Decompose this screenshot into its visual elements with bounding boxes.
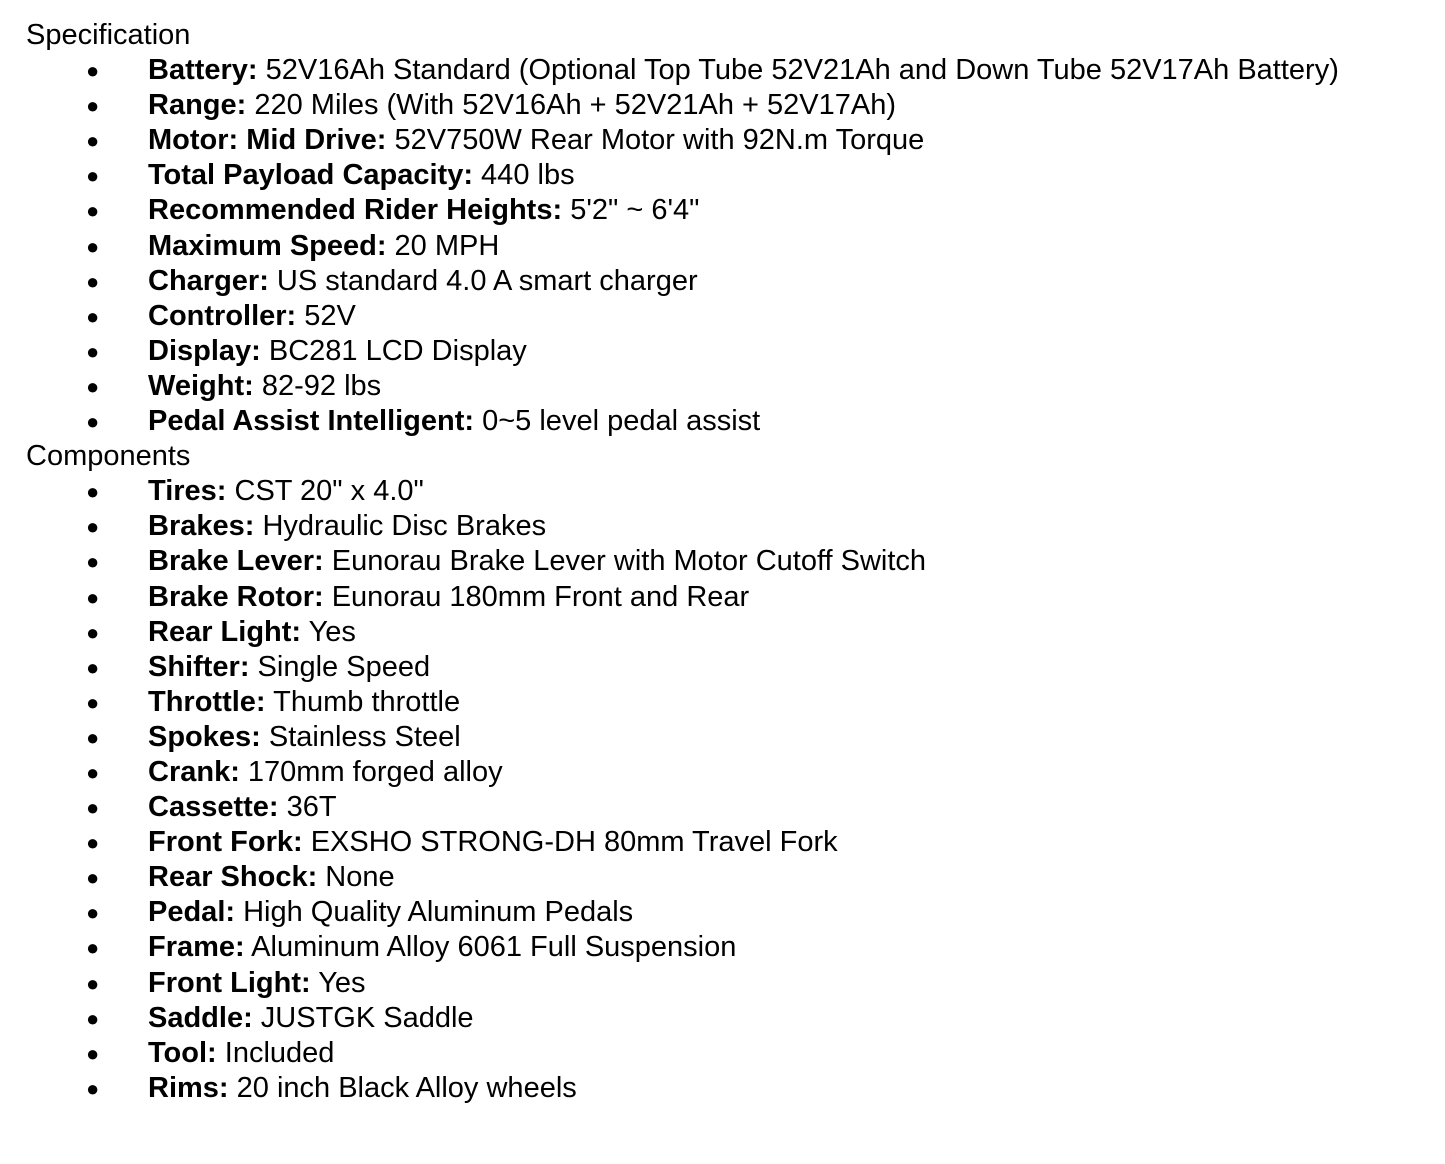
- item-label: Tool:: [148, 1036, 217, 1069]
- item-value: 82-92 lbs: [253, 369, 382, 402]
- specification-heading: Specification: [26, 19, 191, 51]
- list-item: [26, 615, 1445, 650]
- list-item: [26, 895, 1445, 930]
- item-label: Brake Rotor:: [148, 580, 324, 613]
- item-value: 170mm forged alloy: [239, 755, 503, 788]
- list-item: [26, 299, 1445, 334]
- item-value: High Quality Aluminum Pedals: [235, 896, 634, 929]
- list-item: [26, 930, 1445, 965]
- item-label: Tires:: [148, 475, 227, 508]
- item-label: Spokes:: [148, 720, 261, 753]
- list-item: [26, 1001, 1445, 1036]
- bullet-icon: ●: [86, 900, 100, 926]
- item-label: Brake Lever:: [148, 545, 324, 578]
- list-item: [26, 860, 1445, 895]
- list-item: [26, 88, 1445, 123]
- bullet-icon: ●: [86, 58, 100, 84]
- bullet-icon: ●: [86, 409, 100, 435]
- bullet-icon: ●: [86, 338, 100, 364]
- list-item: [26, 193, 1445, 228]
- bullet-icon: ●: [86, 689, 100, 715]
- item-label: Frame:: [148, 931, 245, 964]
- item-value: 52V750W Rear Motor with 92N.m Torque: [386, 124, 925, 157]
- bullet-icon: ●: [86, 1005, 100, 1031]
- list-item: [26, 1071, 1445, 1106]
- item-label: Display:: [148, 334, 261, 367]
- bullet-icon: ●: [86, 830, 100, 856]
- bullet-icon: ●: [86, 373, 100, 399]
- item-label: Pedal Assist Intelligent:: [148, 405, 475, 438]
- item-value: 36T: [278, 791, 337, 824]
- bullet-icon: ●: [86, 198, 100, 224]
- bullet-icon: ●: [86, 724, 100, 750]
- list-item: [26, 720, 1445, 755]
- list-item: [26, 755, 1445, 790]
- item-value: 5'2" ~ 6'4": [562, 194, 700, 227]
- bullet-icon: ●: [86, 163, 100, 189]
- item-label: Cassette:: [148, 791, 279, 824]
- bullet-icon: ●: [86, 128, 100, 154]
- bullet-icon: ●: [86, 584, 100, 610]
- bullet-icon: ●: [86, 233, 100, 259]
- item-label: Rear Shock:: [148, 861, 318, 894]
- item-value: 440 lbs: [473, 159, 575, 192]
- item-value: EXSHO STRONG-DH 80mm Travel Fork: [302, 826, 838, 859]
- list-item: [26, 650, 1445, 685]
- item-label: Battery:: [148, 54, 258, 87]
- item-value: 20 inch Black Alloy wheels: [228, 1071, 577, 1104]
- item-label: Range:: [148, 89, 247, 122]
- list-item: [26, 264, 1445, 299]
- list-item: [26, 158, 1445, 193]
- bullet-icon: ●: [86, 654, 100, 680]
- list-item: [26, 123, 1445, 158]
- item-value: Yes: [301, 615, 356, 648]
- bullet-icon: ●: [86, 93, 100, 119]
- list-item: [26, 474, 1445, 509]
- item-label: Motor: Mid Drive:: [148, 124, 387, 157]
- list-item: [26, 685, 1445, 720]
- item-value: JUSTGK Saddle: [252, 1001, 474, 1034]
- item-value: Hydraulic Disc Brakes: [254, 510, 547, 543]
- item-label: Front Light:: [148, 966, 311, 999]
- components-heading: Components: [26, 440, 191, 473]
- item-label: Rear Light:: [148, 615, 302, 648]
- item-label: Total Payload Capacity:: [148, 159, 473, 192]
- item-label: Recommended Rider Heights:: [148, 194, 563, 227]
- specification-list: [26, 53, 1445, 439]
- list-item: [26, 509, 1445, 544]
- bullet-icon: ●: [86, 795, 100, 821]
- bullet-icon: ●: [86, 1040, 100, 1066]
- item-value: None: [317, 861, 395, 894]
- item-label: Shifter:: [148, 650, 250, 683]
- list-item: [26, 404, 1445, 439]
- item-value: Included: [216, 1036, 335, 1069]
- item-value: CST 20" x 4.0": [226, 475, 424, 508]
- item-value: Stainless Steel: [260, 720, 461, 753]
- item-label: Throttle:: [148, 685, 266, 718]
- item-value: Single Speed: [249, 650, 431, 683]
- item-value: 0~5 level pedal assist: [474, 405, 761, 438]
- bullet-icon: ●: [86, 759, 100, 785]
- list-item: [26, 229, 1445, 264]
- list-item: [26, 53, 1445, 88]
- item-label: Maximum Speed:: [148, 229, 387, 262]
- components-list: [26, 474, 1445, 1106]
- list-item: [26, 369, 1445, 404]
- item-value: 52V16Ah Standard (Optional Top Tube 52V21Ah and Down Tube 52V17Ah Battery): [257, 54, 1339, 87]
- item-label: Controller:: [148, 299, 297, 332]
- list-item: [26, 966, 1445, 1001]
- bullet-icon: ●: [86, 549, 100, 575]
- bullet-icon: ●: [86, 970, 100, 996]
- item-value: Yes: [310, 966, 366, 999]
- list-item: [26, 334, 1445, 369]
- list-item: [26, 825, 1445, 860]
- item-label: Crank:: [148, 755, 240, 788]
- item-value: Eunorau Brake Lever with Motor Cutoff Switch: [323, 545, 927, 578]
- item-value: 52V: [296, 299, 356, 332]
- bullet-icon: ●: [86, 514, 100, 540]
- bullet-icon: ●: [86, 935, 100, 961]
- bullet-icon: ●: [86, 268, 100, 294]
- bullet-icon: ●: [86, 619, 100, 645]
- item-label: Pedal:: [148, 896, 236, 929]
- bullet-icon: ●: [86, 303, 100, 329]
- item-value: 20 MPH: [386, 229, 500, 262]
- bullet-icon: ●: [86, 865, 100, 891]
- bullet-icon: ●: [86, 1075, 100, 1101]
- item-label: Saddle:: [148, 1001, 253, 1034]
- bullet-icon: ●: [86, 479, 100, 505]
- item-label: Charger:: [148, 264, 269, 297]
- item-value: Thumb throttle: [265, 685, 461, 718]
- list-item: [26, 544, 1445, 579]
- item-label: Brakes:: [148, 510, 255, 543]
- item-value: 220 Miles (With 52V16Ah + 52V21Ah + 52V17Ah): [246, 89, 896, 122]
- item-value: Eunorau 180mm Front and Rear: [323, 580, 750, 613]
- list-item: [26, 580, 1445, 615]
- list-item: [26, 790, 1445, 825]
- item-value: US standard 4.0 A smart charger: [268, 264, 698, 297]
- item-label: Weight:: [148, 369, 254, 402]
- item-label: Front Fork:: [148, 826, 303, 859]
- item-value: Aluminum Alloy 6061 Full Suspension: [244, 931, 737, 964]
- item-label: Rims:: [148, 1071, 229, 1104]
- list-item: [26, 1036, 1445, 1071]
- item-value: BC281 LCD Display: [260, 334, 527, 367]
